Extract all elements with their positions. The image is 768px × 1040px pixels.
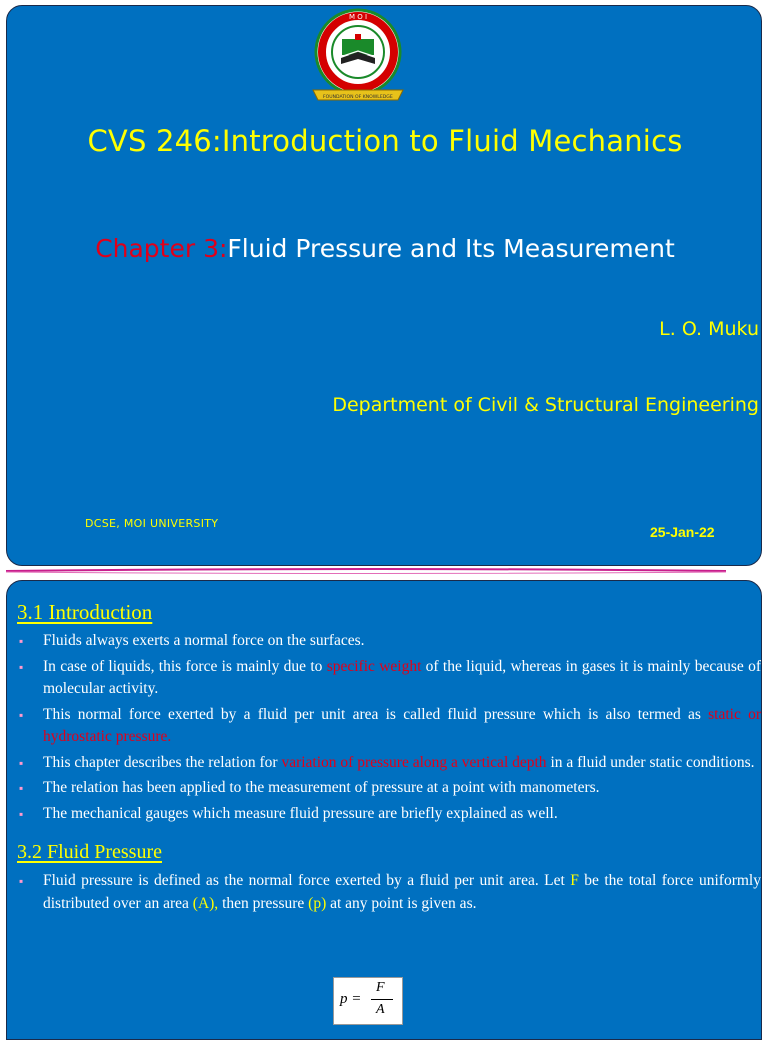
list-item: ▪ This chapter describes the relation for variation of pressure along a vertical depth in a fluid under static conditions. bbox=[17, 752, 761, 775]
svg-text:FOUNDATION OF KNOWLEDGE: FOUNDATION OF KNOWLEDGE bbox=[323, 95, 393, 100]
department-name: Department of Civil & Structural Engineering bbox=[332, 394, 759, 416]
list-item: ▪ This normal force exerted by a fluid per unit area is called fluid pressure which is also termed as static or hydrostatic pressure. bbox=[19, 705, 761, 745]
list-item: ▪ The relation has been applied to the measurement of pressure at a point with manometers. bbox=[17, 777, 761, 800]
slide-divider bbox=[6, 568, 726, 574]
chapter-title: Fluid Pressure and Its Measurement bbox=[227, 234, 675, 263]
slide-body bbox=[17, 599, 761, 918]
pressure-formula bbox=[333, 977, 403, 1025]
title-slide bbox=[6, 5, 762, 566]
formula-denominator: A bbox=[376, 1002, 385, 1017]
bullet-icon: ▪ bbox=[19, 659, 24, 674]
section-heading-introduction: 3.1 Introduction bbox=[17, 600, 153, 624]
list-item: ▪ Fluid pressure is defined as the normal force exerted by a fluid per unit area. Let F be the total force uniformly distributed over an area (A), then pressure (p) at any point is given as. bbox=[19, 872, 761, 912]
list-item: ▪ The mechanical gauges which measure fluid pressure are briefly explained as well. bbox=[17, 803, 761, 826]
footer-institution: DCSE, MOI UNIVERSITY bbox=[85, 517, 219, 530]
chapter-heading bbox=[7, 234, 762, 263]
footer-date: 25-Jan-22 bbox=[650, 524, 715, 540]
moi-university-logo-icon bbox=[303, 6, 413, 110]
fraction-bar bbox=[371, 999, 393, 1000]
course-title: CVS 246:Introduction to Fluid Mechanics bbox=[87, 124, 683, 158]
section-heading-fluid-pressure: 3.2 Fluid Pressure bbox=[17, 841, 162, 863]
formula-lhs: p = bbox=[340, 991, 362, 1007]
bullet-icon: ▪ bbox=[19, 874, 24, 888]
bullet-icon: ▪ bbox=[19, 707, 24, 722]
list-item: ▪ Fluids always exerts a normal force on the surfaces. bbox=[17, 630, 761, 653]
chapter-label: Chapter 3: bbox=[95, 234, 228, 263]
bullet-icon: ▪ bbox=[19, 755, 24, 770]
bullet-icon: ▪ bbox=[19, 781, 24, 795]
svg-text:M O I: M O I bbox=[349, 13, 368, 21]
formula-numerator: F bbox=[376, 980, 385, 995]
content-slide bbox=[6, 580, 762, 1040]
bullet-icon: ▪ bbox=[19, 634, 24, 648]
list-item: ▪ In case of liquids, this force is mainly due to specific weight of the liquid, whereas in gases it is mainly because of molecular activity. bbox=[19, 657, 761, 697]
fluid-pressure-bullet-list bbox=[17, 870, 761, 915]
introduction-bullet-list bbox=[17, 630, 761, 825]
bullet-icon: ▪ bbox=[19, 806, 24, 821]
author-name: L. O. Muku bbox=[659, 318, 759, 340]
